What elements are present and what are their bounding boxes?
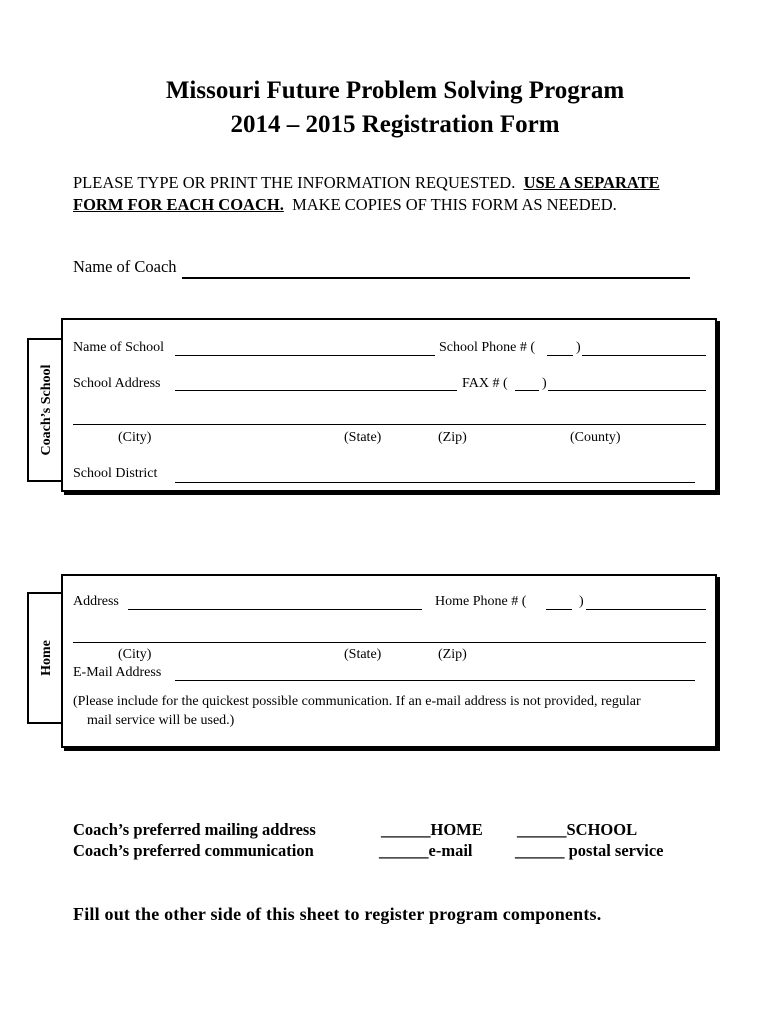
instructions-line1 — [73, 173, 660, 193]
home-city-state-zip-field[interactable] — [73, 642, 706, 643]
school-section-tab-label: Coach’s School — [39, 364, 54, 456]
home-section-tab-label: Home — [39, 640, 54, 676]
home-zip-caption: (Zip) — [438, 647, 467, 662]
school-fax-label: FAX # ( — [462, 376, 508, 391]
home-state-caption: (State) — [344, 647, 382, 662]
school-fax-close-paren: ) — [542, 376, 547, 391]
home-phone-label: Home Phone # ( — [435, 594, 527, 609]
preferred-communication-postal-label: postal service — [568, 841, 664, 860]
school-phone-number-field[interactable] — [582, 355, 706, 356]
preferred-mailing-school-option[interactable] — [517, 820, 637, 840]
home-email-note-line1: (Please include for the quickest possible communication. If an e-mail address is not provided, regular — [73, 694, 641, 709]
home-section-tab — [27, 592, 63, 724]
home-address-field[interactable] — [128, 609, 422, 610]
preferred-communication-email-label: e-mail — [428, 841, 473, 860]
instructions-line2 — [73, 195, 617, 215]
home-address-label: Address — [73, 594, 119, 609]
home-email-field[interactable] — [175, 680, 695, 681]
school-address-field[interactable] — [175, 390, 457, 391]
instructions-underlined-1: USE A SEPARATE — [523, 173, 660, 192]
instructions-plain-2: MAKE COPIES OF THIS FORM AS NEEDED. — [292, 195, 617, 214]
home-city-caption: (City) — [118, 647, 152, 662]
instructions-plain-1: PLEASE TYPE OR PRINT THE INFORMATION REQUESTED. — [73, 173, 516, 192]
preferred-communication-postal-option[interactable] — [515, 841, 663, 861]
preferred-mailing-school-blank[interactable]: ______ — [517, 820, 567, 839]
school-phone-area-code-field[interactable] — [547, 355, 573, 356]
preferred-communication-email-option[interactable] — [379, 841, 472, 861]
school-zip-caption: (Zip) — [438, 430, 467, 445]
home-phone-number-field[interactable] — [586, 609, 706, 610]
preferred-mailing-label: Coach’s preferred mailing address — [73, 820, 316, 839]
school-city-state-zip-field[interactable] — [73, 424, 706, 425]
page-title-line1: Missouri Future Problem Solving Program — [165, 77, 625, 104]
school-fax-area-code-field[interactable] — [515, 390, 539, 391]
school-phone-label: School Phone # ( — [439, 340, 536, 355]
school-district-field[interactable] — [175, 482, 695, 483]
school-city-caption: (City) — [118, 430, 152, 445]
preferred-mailing-home-option[interactable] — [381, 820, 483, 840]
home-phone-close-paren: ) — [579, 594, 584, 609]
preferred-communication-label: Coach’s preferred communication — [73, 841, 314, 860]
school-address-label: School Address — [73, 376, 161, 391]
school-fax-number-field[interactable] — [548, 390, 706, 391]
preferred-mailing-home-blank[interactable]: ______ — [381, 820, 431, 839]
school-name-field[interactable] — [175, 355, 435, 356]
preferred-mailing-school-label: SCHOOL — [566, 820, 638, 839]
school-section-tab — [27, 338, 63, 482]
home-email-note-line2: mail service will be used.) — [87, 713, 235, 728]
coach-name-field[interactable] — [182, 277, 690, 279]
school-county-caption: (County) — [570, 430, 621, 445]
school-district-label: School District — [73, 466, 158, 481]
preferred-communication-postal-blank[interactable]: ______ — [515, 841, 565, 860]
preferred-mailing-home-label: HOME — [430, 820, 483, 839]
home-email-label: E-Mail Address — [73, 665, 162, 680]
home-phone-area-code-field[interactable] — [546, 609, 572, 610]
instructions-underlined-2: FORM FOR EACH COACH. — [73, 195, 284, 214]
page-title-line2: 2014 – 2015 Registration Form — [230, 111, 560, 138]
footer-note: Fill out the other side of this sheet to register program components. — [73, 904, 602, 924]
preferred-communication-email-blank[interactable]: ______ — [379, 841, 429, 860]
coach-name-label: Name of Coach — [73, 257, 177, 276]
school-phone-close-paren: ) — [576, 340, 581, 355]
school-state-caption: (State) — [344, 430, 382, 445]
school-name-label: Name of School — [73, 340, 164, 355]
